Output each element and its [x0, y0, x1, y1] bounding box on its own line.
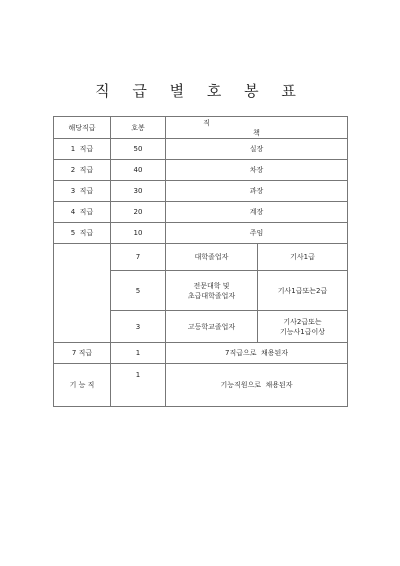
step-cell: 1 — [111, 364, 166, 407]
certificate-cell: 기사1급또는2급 — [258, 271, 348, 311]
header-grade: 해당직급 — [54, 117, 111, 139]
table-row — [54, 181, 348, 202]
table-row — [54, 160, 348, 181]
grade-cell: 기 능 직 — [54, 364, 111, 407]
grade-cell: 5 직급 — [54, 223, 111, 244]
step-cell: 1 — [111, 343, 166, 364]
duty-cell: 7직급으로 채용된자 — [166, 343, 348, 364]
certificate-cell: 기사1급 — [258, 244, 348, 271]
header-duty — [166, 117, 348, 139]
table-row — [54, 244, 348, 271]
grade-step-table — [53, 116, 348, 407]
duty-cell: 차장 — [166, 160, 348, 181]
grade-cell-6 — [54, 244, 111, 343]
step-cell: 30 — [111, 181, 166, 202]
header-duty-right: 책 — [253, 128, 260, 137]
grade-cell: 2 직급 — [54, 160, 111, 181]
education-cell: 전문대학 및 초급대학졸업자 — [166, 271, 258, 311]
table-row — [54, 139, 348, 160]
table-row — [54, 202, 348, 223]
certificate-cell: 기사2급또는 기능사1급이상 — [258, 311, 348, 343]
duty-cell: 계장 — [166, 202, 348, 223]
table-row — [54, 343, 348, 364]
header-duty-left: 직 — [203, 118, 210, 127]
grade-cell: 3 직급 — [54, 181, 111, 202]
step-cell: 20 — [111, 202, 166, 223]
table-header-row — [54, 117, 348, 139]
step-cell: 3 — [111, 311, 166, 343]
education-cell: 고등학교졸업자 — [166, 311, 258, 343]
page-title: 직 급 별 호 봉 표 — [95, 82, 305, 100]
step-cell: 10 — [111, 223, 166, 244]
step-cell: 40 — [111, 160, 166, 181]
step-cell: 5 — [111, 271, 166, 311]
step-cell: 7 — [111, 244, 166, 271]
duty-cell: 과장 — [166, 181, 348, 202]
duty-cell: 주임 — [166, 223, 348, 244]
duty-cell: 실장 — [166, 139, 348, 160]
table-row — [54, 364, 348, 407]
education-cell: 대학졸업자 — [166, 244, 258, 271]
table-row — [54, 223, 348, 244]
grade-cell: 4 직급 — [54, 202, 111, 223]
duty-cell: 기능직원으로 채용된자 — [166, 364, 348, 407]
grade-cell: 7 직급 — [54, 343, 111, 364]
grade-cell: 1 직급 — [54, 139, 111, 160]
header-step: 호봉 — [111, 117, 166, 139]
step-cell: 50 — [111, 139, 166, 160]
